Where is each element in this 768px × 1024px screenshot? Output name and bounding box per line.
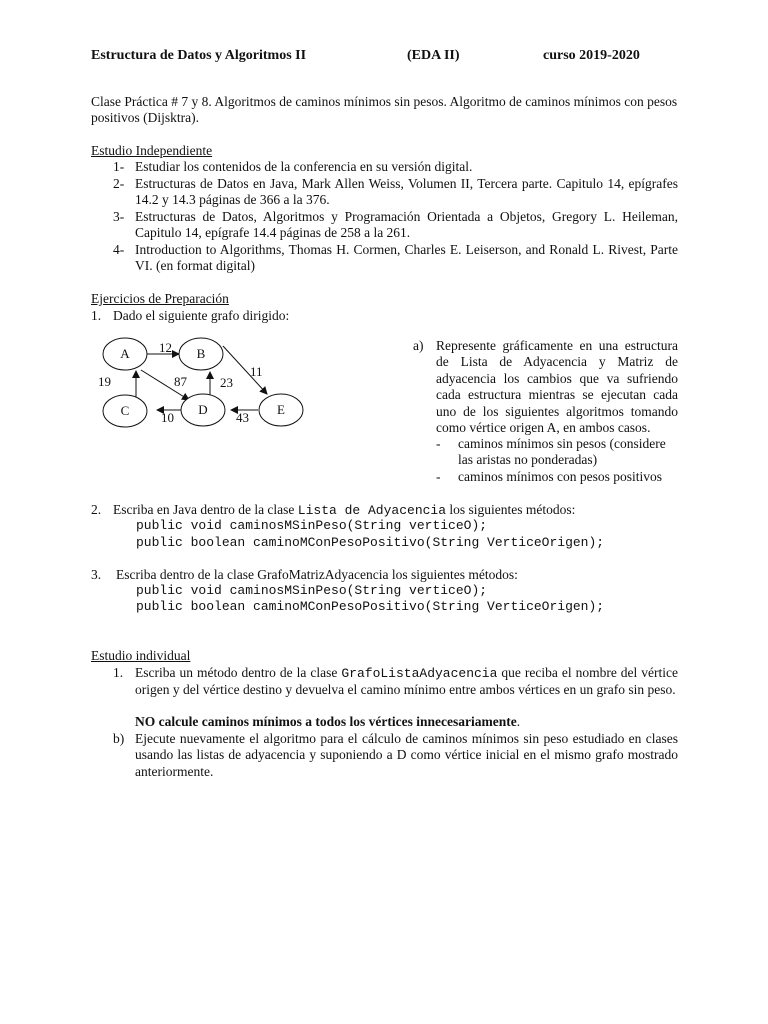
node-label: C	[120, 403, 130, 418]
node-label: D	[198, 402, 208, 417]
individual-item-1-text	[135, 665, 678, 699]
node-label: E	[277, 402, 285, 417]
intro-paragraph: Clase Práctica # 7 y 8. Algoritmos de caminos mínimos sin pesos. Algoritmo de caminos mínimos con pesos positivos (Dijsktra).	[91, 94, 678, 126]
list-item-text: Estructuras de Datos en Java, Mark Allen Weiss, Volumen II, Tercera parte. Capitulo 14, epígrafes 14.2 y 14.3 páginas de 366 a la 376.	[135, 176, 678, 208]
individual-item-1-class-name: GrafoListaAdyacencia	[341, 666, 498, 681]
list-item-number: 4-	[113, 242, 125, 257]
bullet-text: caminos mínimos con pesos positivos	[458, 469, 662, 484]
section-heading-estudio-individual: Estudio individual	[91, 648, 191, 663]
individual-item-1-bold-end: .	[516, 714, 521, 729]
edge-weight-label: 19	[98, 374, 111, 389]
node-label: B	[196, 346, 206, 361]
list-item-number: 3-	[113, 209, 125, 224]
exercise-2-post: los siguientes métodos:	[449, 502, 576, 517]
exercise-2-number: 2.	[91, 502, 102, 517]
exercise-1-number: 1.	[91, 308, 102, 323]
list-item-text: Estructuras de Datos, Algoritmos y Programación Orientada a Objetos, Gregory L. Heileman, Capitulo 14, epígrafe 14.4 páginas de 258 a la 261.	[135, 209, 678, 241]
individual-item-1-number: 1.	[113, 665, 124, 680]
code-line: public boolean caminoMConPesoPositivo(String VerticeOrigen);	[136, 599, 605, 614]
course-code: (EDA II)	[407, 48, 460, 63]
edge-weight-label: 43	[236, 410, 249, 425]
individual-item-1-note	[135, 714, 520, 730]
node-label: A	[120, 346, 130, 361]
exercise-3-number: 3.	[91, 567, 102, 582]
individual-item-1-pre: Escriba un método dentro de la clase	[135, 665, 338, 680]
individual-item-b-text: Ejecute nuevamente el algoritmo para el cálculo de caminos mínimos sin peso estudiado en clases usando las listas de adyacencia y suponiendo a D como vértice inicial en el mismo grafo mostrado anteriormente.	[135, 731, 678, 779]
edge-weight-label: 11	[250, 364, 263, 379]
list-item-number: 1-	[113, 159, 125, 174]
directed-graph	[95, 332, 310, 432]
edge-weight-label: 23	[220, 375, 233, 390]
bullet-mark: -	[436, 469, 441, 484]
course-year: curso 2019-2020	[543, 48, 640, 63]
code-line: public void caminosMSinPeso(String verticeO);	[136, 518, 488, 533]
code-line: public boolean caminoMConPesoPositivo(String VerticeOrigen);	[136, 535, 605, 550]
edge-weight-label: 10	[161, 410, 174, 425]
section-heading-ejercicios: Ejercicios de Preparación	[91, 291, 229, 306]
edge-weight-label: 87	[174, 374, 187, 389]
individual-item-b-number: b)	[113, 731, 125, 746]
course-title: Estructura de Datos y Algoritmos II	[91, 48, 307, 63]
code-line: public void caminosMSinPeso(String verticeO);	[136, 583, 488, 598]
list-item-text: Introduction to Algorithms, Thomas H. Cormen, Charles E. Leiserson, and Ronald L. Rivest, Parte VI. (en format digital)	[135, 242, 678, 274]
section-heading-estudio-independiente: Estudio Independiente	[91, 143, 213, 158]
exercise-2-text	[113, 502, 575, 519]
exercise-1-text: Dado el siguiente grafo dirigido:	[113, 308, 290, 323]
list-item-text: Estudiar los contenidos de la conferencia en su versión digital.	[135, 159, 473, 174]
part-a-label: a)	[413, 338, 424, 353]
bullet-text: caminos mínimos sin pesos (considere las aristas no ponderadas)	[458, 436, 666, 468]
bullet-mark: -	[436, 436, 441, 451]
list-item-number: 2-	[113, 176, 125, 191]
exercise-2-class-name: Lista de Adyacencia	[297, 503, 447, 518]
edge-weight-label: 12	[159, 340, 172, 355]
exercise-3-text: Escriba dentro de la clase GrafoMatrizAdyacencia los siguientes métodos:	[116, 567, 518, 582]
part-a-text: Represente gráficamente en una estructura de Lista de Adyacencia y Matriz de adyacencia los cambios que va sufriendo cada estructura mientras se ejecutan cada uno de los siguientes algoritmos tomando como vértice origen A, en ambos casos.	[436, 338, 678, 436]
individual-item-1-post: que reciba el nombre del vértice origen y del vértice destino y devuelva el camino mínimo entre ambos vértices en un grafo sin peso.	[135, 665, 679, 698]
individual-item-1-bold: NO calcule caminos mínimos a todos los vértices innecesariamente	[135, 714, 517, 729]
exercise-2-pre: Escriba en Java dentro de la clase	[113, 502, 295, 517]
